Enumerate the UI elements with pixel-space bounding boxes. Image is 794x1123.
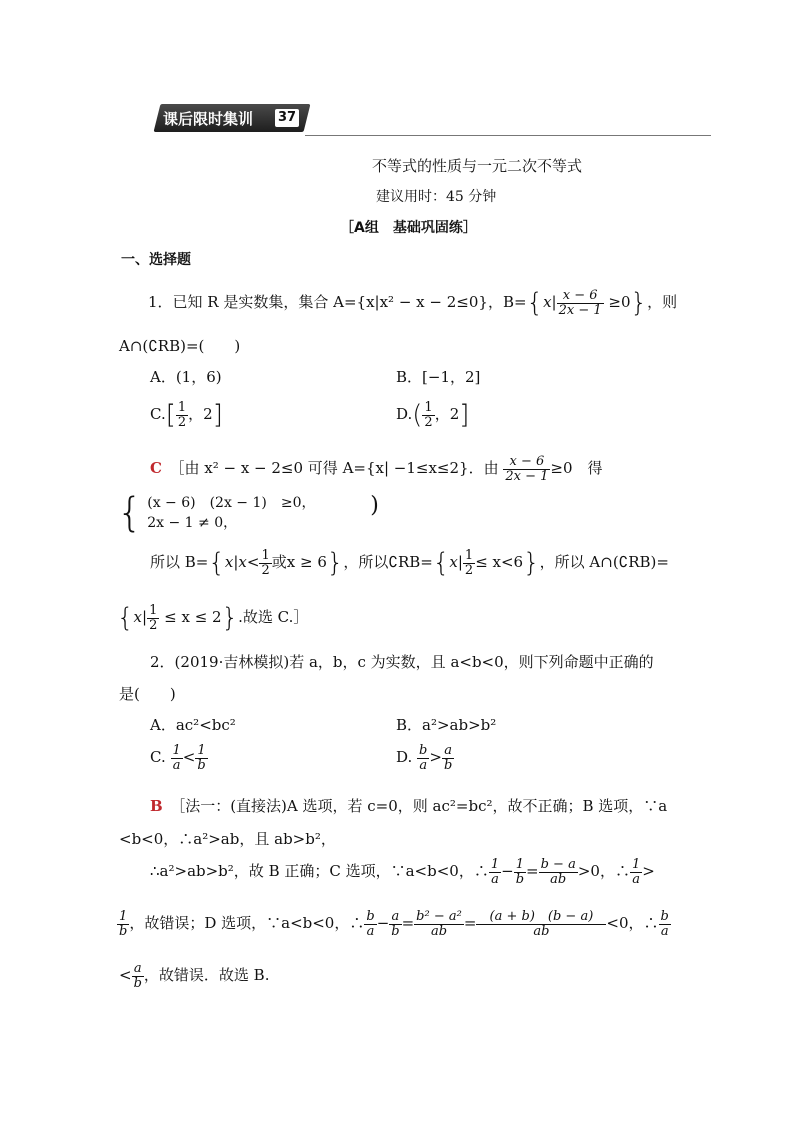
q1-stem: 1．已知 R 是实数集，集合 A={x|x² − x − 2≤0}，B={x| $\frac{x - 6}{2x - 1}$ ≥0}，则	[148, 287, 678, 318]
q2-solution-line5: < $\frac{a}{b}$ ，故错误．故选 B.	[119, 961, 270, 991]
q2-stem: 2．(2019·吉林模拟)若 a，b，c 为实数，且 a<b<0，则下列命题中正确的	[150, 653, 654, 671]
header-rule	[305, 135, 711, 136]
q1-option-c: C.[ $\frac{1}{2}$ ，2]	[150, 399, 223, 430]
q2-solution-line4: $\frac{1}{b}$ ，故错误；D 选项，∵a<b<0，∴ $\frac{b}{a}$ − $\frac{a}{b}$ = $\frac{\text{b² − a²}}{ab}$ = $\frac{(a + b) (b - a)}{ab}$ <0，∴ $\frac{b}{a}$	[119, 909, 669, 939]
q2-stem-line2: 是( )	[119, 685, 176, 703]
page-title: 不等式的性质与一元二次不等式	[372, 157, 583, 175]
q2-solution-line3: ∴a²>ab>b²，故 B 正确；C 选项，∵a<b<0，∴ $\frac{1}{a}$ − $\frac{1}{b}$ = $\frac{b - a}{ab}$ >0，∴ $\frac{1}{a}$ >	[150, 857, 655, 887]
q2-option-b: B．a²>ab>b²	[396, 716, 497, 734]
section-heading: 一、选择题	[121, 252, 191, 268]
q2-solution-line2: <b<0，∴a²>ab，且 ab>b²，	[119, 830, 336, 848]
group-label: ［A组 基础巩固练］	[340, 220, 477, 236]
q1-solution-line2: 所以 B={x|x< $\frac{1}{2}$ 或x ≥ 6}，所以∁RB={x| $\frac{1}{2}$ ≤ x<6}，所以 A∩(∁RB)=	[150, 547, 669, 578]
q1-stem-line2: A∩(∁RB)=( )	[119, 337, 241, 355]
header-number: 37	[275, 109, 299, 127]
q2-option-c: C. $\frac{1}{a}$ < $\frac{1}{b}$	[150, 743, 206, 773]
q1-option-a: A．(1，6)	[150, 368, 222, 386]
time-note: 建议用时：45 分钟	[376, 189, 497, 205]
q1-system: { (x − 6) (2x − 1) ≥0， 2x − 1 ≠ 0， )	[117, 490, 379, 536]
section-header-badge	[157, 104, 307, 132]
q1-option-d: D.( $\frac{1}{2}$ ，2]	[396, 399, 470, 430]
q1-solution-line1: C ［由 x² − x − 2≤0 可得 A={x| −1≤x≤2}．由 $\frac{x - 6}{2x - 1}$ ≥0 得	[150, 454, 603, 484]
q2-option-d: D. $\frac{b}{a}$ > $\frac{a}{b}$	[396, 743, 453, 773]
header-label: 课后限时集训	[163, 110, 254, 128]
q2-solution-line1: B ［法一：(直接法)A 选项，若 c=0，则 ac²=bc²，故不正确；B 选项，∵a	[150, 797, 668, 815]
q2-option-a: A．ac²<bc²	[150, 716, 236, 734]
q1-option-b: B．[−1，2]	[396, 368, 481, 386]
q1-solution-line3: {x| $\frac{1}{2}$ ≤ x ≤ 2}.故选 C.］	[117, 602, 309, 633]
